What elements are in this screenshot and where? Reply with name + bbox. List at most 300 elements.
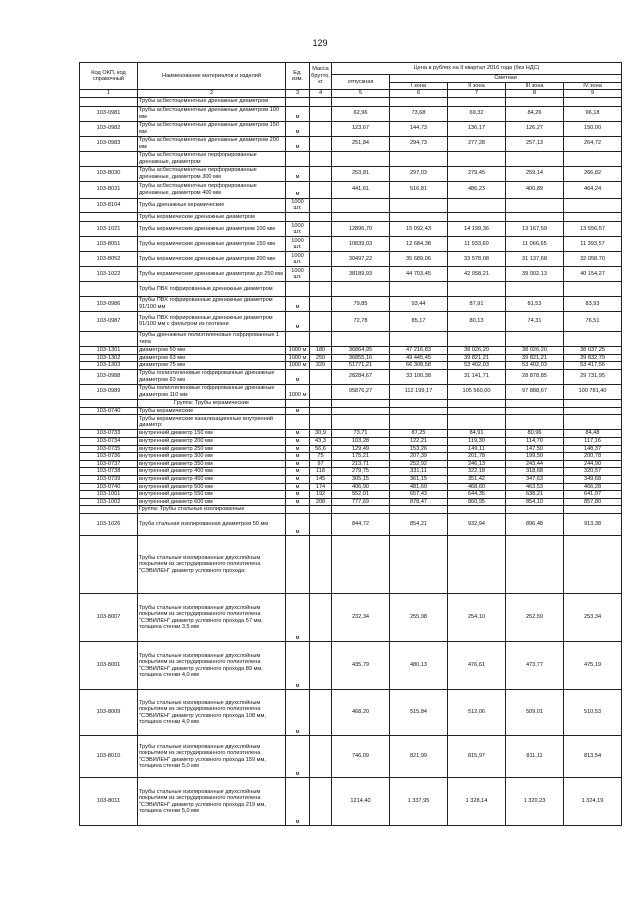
price-zone-4: 84,48 xyxy=(564,430,622,438)
item-unit: м xyxy=(286,514,310,536)
table-row xyxy=(80,136,622,151)
price-zone-2: 84,91 xyxy=(448,430,506,438)
header-zone3: III зона xyxy=(506,82,564,90)
empty-cell xyxy=(564,281,622,296)
price-zone-2: 136,17 xyxy=(448,121,506,136)
item-name: Трубы дренажные керамические xyxy=(138,198,286,212)
item-name: Трубы стальные изолированные двухслойным покрытием из экструдированного полиэтилена "СЭВИЛЕН" диаметр условного прохода 89 мм, толщина стенки 4,0 мм xyxy=(138,642,286,690)
empty-cell xyxy=(564,151,622,166)
price-zone-3: 259,14 xyxy=(506,166,564,181)
group-title: Трубы стальные изолированные двухслойным покрытием из экструдированного полиэтилена "СЭВИЛЕН" диаметр условного прохода: xyxy=(138,536,286,594)
price-release: 305,15 xyxy=(332,475,390,483)
item-name: Трубы керамические дренажные диаметром 100 мм xyxy=(138,221,286,236)
group-title: Трубы дренажные полиэтиленовые гофрированные 1 типа xyxy=(138,331,286,346)
price-zone-4: 13 556,57 xyxy=(564,221,622,236)
empty-cell xyxy=(332,536,390,594)
item-name: Трубы стальные изолированные двухслойным покрытием из экструдированного полиэтилена "СЭВИЛЕН" диаметр условного прохода 219 мм, толщина стенки 5,0 мм xyxy=(138,778,286,826)
empty-cell xyxy=(332,415,390,430)
item-code: 103-8001 xyxy=(80,642,138,690)
item-name: внутренний диаметр 300 мм xyxy=(138,453,286,461)
group-title: Трубы керамические дренажные диаметром xyxy=(138,212,286,221)
empty-cell xyxy=(506,151,564,166)
empty-cell xyxy=(390,331,448,346)
price-release: 129,49 xyxy=(332,445,390,453)
table-row xyxy=(80,198,622,212)
empty-cell xyxy=(286,97,310,106)
item-mass: 75 xyxy=(310,453,332,461)
item-code: 103-8030 xyxy=(80,166,138,181)
price-zone-1: 252,92 xyxy=(390,460,448,468)
price-zone-4: 100 781,40 xyxy=(564,384,622,399)
price-zone-4: 150,00 xyxy=(564,121,622,136)
price-zone-3: 13 167,59 xyxy=(506,221,564,236)
item-unit: м xyxy=(286,778,310,826)
item-code: 103-0737 xyxy=(80,460,138,468)
item-unit: м xyxy=(286,136,310,151)
item-name: Трубы асбестоцементные дренажные диаметром 100 мм xyxy=(138,106,286,121)
item-code: 103-0739 xyxy=(80,475,138,483)
price-zone-1: 144,73 xyxy=(390,121,448,136)
item-unit: 1000 шт. xyxy=(286,236,310,251)
table-body xyxy=(80,97,622,826)
item-unit: м xyxy=(286,483,310,491)
price-zone-1: 47 216,83 xyxy=(390,346,448,354)
item-code: 103-8052 xyxy=(80,251,138,266)
price-zone-3: 39 002,13 xyxy=(506,266,564,281)
price-release: 38189,93 xyxy=(332,266,390,281)
item-mass xyxy=(310,121,332,136)
item-unit: м xyxy=(286,642,310,690)
item-name: Трубы керамические дренажные диаметром 150 мм xyxy=(138,236,286,251)
table-row xyxy=(80,407,622,415)
price-zone-2: 246,13 xyxy=(448,460,506,468)
price-zone-1: 122,21 xyxy=(390,437,448,445)
price-zone-3: 28 878,85 xyxy=(506,369,564,384)
price-release: 251,84 xyxy=(332,136,390,151)
item-code: 103-1303 xyxy=(80,362,138,370)
item-unit: м xyxy=(286,106,310,121)
empty-cell xyxy=(332,151,390,166)
empty-cell xyxy=(310,212,332,221)
item-unit: 1000 шт. xyxy=(286,198,310,212)
empty-cell xyxy=(564,331,622,346)
table-row xyxy=(80,346,622,354)
price-zone-2: 277,28 xyxy=(448,136,506,151)
item-unit: м xyxy=(286,690,310,736)
group-code-cell xyxy=(80,212,138,221)
price-zone-2: 87,91 xyxy=(448,296,506,311)
empty-cell xyxy=(310,281,332,296)
empty-cell xyxy=(506,506,564,514)
table-row xyxy=(80,181,622,198)
price-zone-4: 117,16 xyxy=(564,437,622,445)
price-zone-3: 318,68 xyxy=(506,468,564,476)
header-name: Наименование материалов и изделий xyxy=(138,63,286,90)
item-mass: 118 xyxy=(310,468,332,476)
price-zone-2: 53 402,03 xyxy=(448,362,506,370)
item-unit: м xyxy=(286,369,310,384)
price-zone-3: 114,70 xyxy=(506,437,564,445)
item-unit: 1000 шт. xyxy=(286,266,310,281)
table-row xyxy=(80,468,622,476)
table-row xyxy=(80,362,622,370)
price-zone-2: 322,18 xyxy=(448,468,506,476)
item-unit: 1000 шт. xyxy=(286,221,310,236)
price-zone-3: 257,13 xyxy=(506,136,564,151)
table-row xyxy=(80,251,622,266)
table-row xyxy=(80,121,622,136)
empty-cell xyxy=(286,536,310,594)
item-code: 103-0983 xyxy=(80,136,138,151)
item-code: 103-1001 xyxy=(80,491,138,499)
group-code-cell xyxy=(80,399,138,407)
empty-cell xyxy=(564,212,622,221)
price-zone-1: 294,73 xyxy=(390,136,448,151)
empty-cell xyxy=(286,151,310,166)
table-row xyxy=(80,491,622,499)
item-name: Трубы стальные изолированные двухслойным покрытием из экструдированного полиэтилена "СЭВИЛЕН" диаметр условного прохода 57 мм, толщина стенки 3,5 мм xyxy=(138,594,286,642)
empty-cell xyxy=(506,415,564,430)
page-number: 129 xyxy=(312,38,328,48)
table-row xyxy=(80,106,622,121)
empty-cell xyxy=(564,415,622,430)
price-zone-4: 53 417,56 xyxy=(564,362,622,370)
col-num: 9 xyxy=(564,90,622,98)
item-name: Трубы асбестоцементные дренажные диаметром 150 мм xyxy=(138,121,286,136)
item-name: Трубы керамические дренажные диаметром 200 мм xyxy=(138,251,286,266)
item-mass: 250 xyxy=(310,354,332,362)
price-zone-3: 38 026,20 xyxy=(506,346,564,354)
item-unit: м xyxy=(286,453,310,461)
item-unit: м xyxy=(286,296,310,311)
price-zone-4: 11 393,57 xyxy=(564,236,622,251)
item-mass xyxy=(310,778,332,826)
column-numbers-row xyxy=(80,90,622,98)
price-zone-4: 349,68 xyxy=(564,475,622,483)
item-name: внутренний диаметр 500 мм xyxy=(138,483,286,491)
empty-cell xyxy=(448,399,506,407)
empty-cell xyxy=(310,151,332,166)
price-zone-1: 49 445,45 xyxy=(390,354,448,362)
empty-cell xyxy=(310,506,332,514)
item-mass xyxy=(310,296,332,311)
header-price-title: Цена в рублях на II квартал 2016 года (без НДС) xyxy=(332,63,622,75)
table-row xyxy=(80,778,622,826)
table-row xyxy=(80,514,622,536)
price-zone-2: 279,45 xyxy=(448,166,506,181)
price-release: 30497,22 xyxy=(332,251,390,266)
table-row xyxy=(80,311,622,331)
price-zone-3: 53 402,03 xyxy=(506,362,564,370)
price-zone-3: 854,10 xyxy=(506,498,564,506)
item-mass xyxy=(310,736,332,778)
price-zone-3: 243,44 xyxy=(506,460,564,468)
price-release: 36855,16 xyxy=(332,354,390,362)
item-unit: м xyxy=(286,498,310,506)
price-zone-2 xyxy=(448,407,506,415)
item-unit: м xyxy=(286,736,310,778)
price-zone-4: 641,97 xyxy=(564,491,622,499)
item-code: 103-1302 xyxy=(80,354,138,362)
item-mass xyxy=(310,690,332,736)
price-zone-2: 119,30 xyxy=(448,437,506,445)
price-zone-2: 31 141,71 xyxy=(448,369,506,384)
group-title: Группа: Трубы стальные изолированные xyxy=(138,506,286,514)
empty-cell xyxy=(564,536,622,594)
price-zone-3: 347,63 xyxy=(506,475,564,483)
price-zone-2: 254,10 xyxy=(448,594,506,642)
empty-cell xyxy=(332,331,390,346)
group-row xyxy=(80,399,622,407)
item-code: 103-8010 xyxy=(80,736,138,778)
price-release: 72,78 xyxy=(332,311,390,331)
item-unit: м xyxy=(286,594,310,642)
col-num: 1 xyxy=(80,90,138,98)
item-mass: 30,9 xyxy=(310,430,332,438)
price-zone-4: 266,82 xyxy=(564,166,622,181)
item-mass xyxy=(310,251,332,266)
item-mass xyxy=(310,198,332,212)
item-name: внутренний диаметр 350 мм xyxy=(138,460,286,468)
price-zone-4: 510,53 xyxy=(564,690,622,736)
group-title: Группа: Трубы керамические xyxy=(138,399,286,407)
price-zone-2: 476,61 xyxy=(448,642,506,690)
price-zone-4: 32 058,70 xyxy=(564,251,622,266)
price-zone-3: 81,53 xyxy=(506,296,564,311)
price-zone-3: 147,50 xyxy=(506,445,564,453)
item-code: 103-0981 xyxy=(80,106,138,121)
price-zone-1: 66 308,58 xyxy=(390,362,448,370)
item-code: 103-0734 xyxy=(80,437,138,445)
table-row xyxy=(80,475,622,483)
item-code: 103-8051 xyxy=(80,236,138,251)
empty-cell xyxy=(506,212,564,221)
price-zone-3: 400,89 xyxy=(506,181,564,198)
table-row xyxy=(80,498,622,506)
empty-cell xyxy=(506,536,564,594)
price-zone-4: 464,24 xyxy=(564,181,622,198)
item-mass: 145 xyxy=(310,475,332,483)
item-code: 103-1002 xyxy=(80,498,138,506)
item-unit: м xyxy=(286,491,310,499)
header-zone2: II зона xyxy=(448,82,506,90)
price-zone-1: 480,13 xyxy=(390,642,448,690)
price-zone-1: 153,26 xyxy=(390,445,448,453)
item-mass xyxy=(310,136,332,151)
empty-cell xyxy=(332,212,390,221)
price-release: 406,90 xyxy=(332,483,390,491)
item-unit: м xyxy=(286,430,310,438)
price-release: 232,34 xyxy=(332,594,390,642)
price-zone-1 xyxy=(390,198,448,212)
price-zone-2: 149,11 xyxy=(448,445,506,453)
table-row xyxy=(80,384,622,399)
table-row xyxy=(80,460,622,468)
group-row xyxy=(80,415,622,430)
item-name: Трубы стальные изолированные двухслойным покрытием из экструдированного полиэтилена "СЭВИЛЕН" диаметр условного прохода 108 мм, толщина стенки 4,0 мм xyxy=(138,690,286,736)
price-zone-1: 516,81 xyxy=(390,181,448,198)
empty-cell xyxy=(286,281,310,296)
price-zone-2: 42 058,21 xyxy=(448,266,506,281)
price-zone-2: 201,78 xyxy=(448,453,506,461)
price-zone-4: 913,38 xyxy=(564,514,622,536)
price-zone-3: 11 066,65 xyxy=(506,236,564,251)
group-row xyxy=(80,536,622,594)
price-release: 79,85 xyxy=(332,296,390,311)
item-code: 103-1021 xyxy=(80,221,138,236)
price-zone-4: 83,93 xyxy=(564,296,622,311)
price-zone-1: 297,03 xyxy=(390,166,448,181)
item-mass xyxy=(310,384,332,399)
price-zone-4: 200,78 xyxy=(564,453,622,461)
price-zone-3 xyxy=(506,198,564,212)
item-unit: м xyxy=(286,121,310,136)
price-zone-1: 515,84 xyxy=(390,690,448,736)
price-zone-4: 40 154,27 xyxy=(564,266,622,281)
price-zone-4: 244,90 xyxy=(564,460,622,468)
price-release: 468,20 xyxy=(332,690,390,736)
empty-cell xyxy=(448,281,506,296)
price-zone-2: 860,95 xyxy=(448,498,506,506)
price-zone-2: 80,13 xyxy=(448,311,506,331)
item-mass xyxy=(310,181,332,198)
table-header xyxy=(80,63,622,98)
empty-cell xyxy=(448,536,506,594)
price-zone-2: 69,32 xyxy=(448,106,506,121)
col-num: 8 xyxy=(506,90,564,98)
empty-cell xyxy=(310,97,332,106)
item-name: внутренний диаметр 250 мм xyxy=(138,445,286,453)
price-release: 213,71 xyxy=(332,460,390,468)
item-name: внутренний диаметр 150 мм xyxy=(138,430,286,438)
item-unit: м xyxy=(286,468,310,476)
empty-cell xyxy=(448,415,506,430)
item-unit: м xyxy=(286,460,310,468)
price-zone-2: 644,35 xyxy=(448,491,506,499)
item-mass xyxy=(310,166,332,181)
group-code-cell xyxy=(80,536,138,594)
price-zone-1: 657,43 xyxy=(390,491,448,499)
price-release: 51771,21 xyxy=(332,362,390,370)
item-code: 103-8031 xyxy=(80,181,138,198)
price-release: 95876,27 xyxy=(332,384,390,399)
item-code: 103-0733 xyxy=(80,430,138,438)
empty-cell xyxy=(390,212,448,221)
table-row xyxy=(80,437,622,445)
price-release: 12896,70 xyxy=(332,221,390,236)
price-zone-4: 29 731,95 xyxy=(564,369,622,384)
price-release: 73,71 xyxy=(332,430,390,438)
empty-cell xyxy=(390,97,448,106)
price-zone-2: 39 821,21 xyxy=(448,354,506,362)
price-zone-1: 93,44 xyxy=(390,296,448,311)
item-unit: м xyxy=(286,311,310,331)
price-zone-4 xyxy=(564,407,622,415)
item-mass: 43,3 xyxy=(310,437,332,445)
item-unit: 1000 м xyxy=(286,354,310,362)
price-release xyxy=(332,407,390,415)
table-row xyxy=(80,236,622,251)
col-num: 7 xyxy=(448,90,506,98)
item-name: Трубы стальные изолированные двухслойным покрытием из экструдированного полиэтилена "СЭВИЛЕН" диаметр условного прохода 159 мм, толщина стенки 5,0 мм xyxy=(138,736,286,778)
price-zone-1: 854,21 xyxy=(390,514,448,536)
group-code-cell xyxy=(80,331,138,346)
price-zone-3: 638,21 xyxy=(506,491,564,499)
item-unit: м xyxy=(286,437,310,445)
price-zone-4: 39 832,79 xyxy=(564,354,622,362)
price-zone-3: 199,50 xyxy=(506,453,564,461)
item-name: внутренний диаметр 400 мм xyxy=(138,468,286,476)
item-mass xyxy=(310,236,332,251)
empty-cell xyxy=(390,536,448,594)
col-num: 3 xyxy=(286,90,310,98)
header-code: Код ОКП, код справочный xyxy=(80,63,138,90)
price-zone-3: 80,96 xyxy=(506,430,564,438)
price-release: 123,67 xyxy=(332,121,390,136)
price-zone-1: 15 092,43 xyxy=(390,221,448,236)
table-row xyxy=(80,736,622,778)
empty-cell xyxy=(286,399,310,407)
price-zone-4: 148,37 xyxy=(564,445,622,453)
item-mass xyxy=(310,106,332,121)
header-estimate: Сметная xyxy=(390,75,622,83)
item-mass xyxy=(310,221,332,236)
price-zone-3: 896,48 xyxy=(506,514,564,536)
group-code-cell xyxy=(80,506,138,514)
price-zone-4: 76,51 xyxy=(564,311,622,331)
price-zone-2: 932,94 xyxy=(448,514,506,536)
empty-cell xyxy=(310,415,332,430)
item-code: 103-0982 xyxy=(80,121,138,136)
empty-cell xyxy=(332,399,390,407)
table-row xyxy=(80,166,622,181)
table-row xyxy=(80,354,622,362)
price-zone-2: 486,23 xyxy=(448,181,506,198)
empty-cell xyxy=(564,97,622,106)
price-zone-1: 481,60 xyxy=(390,483,448,491)
group-row xyxy=(80,212,622,221)
empty-cell xyxy=(390,506,448,514)
price-release: 36864,95 xyxy=(332,346,390,354)
table-row xyxy=(80,430,622,438)
price-zone-2: 38 026,20 xyxy=(448,346,506,354)
price-zone-4: 96,18 xyxy=(564,106,622,121)
price-zone-2: 512,06 xyxy=(448,690,506,736)
header-zone4: IV зона xyxy=(564,82,622,90)
table-row xyxy=(80,221,622,236)
price-zone-4: 466,28 xyxy=(564,483,622,491)
empty-cell xyxy=(310,536,332,594)
price-zone-3: 252,59 xyxy=(506,594,564,642)
price-release: 746,09 xyxy=(332,736,390,778)
item-name: диаметром 50 мм xyxy=(138,346,286,354)
item-name: внутренний диаметр 600 мм xyxy=(138,498,286,506)
item-name: внутренний диаметр 550 мм xyxy=(138,491,286,499)
item-name: Труба стальная изолированная диаметром 50 мм xyxy=(138,514,286,536)
item-name: Трубы асбестоцементные перфорированные дренажные, диаметром 300 мм xyxy=(138,166,286,181)
item-code: 103-0735 xyxy=(80,445,138,453)
empty-cell xyxy=(286,331,310,346)
item-mass xyxy=(310,642,332,690)
item-mass xyxy=(310,594,332,642)
price-zone-2: 33 578,08 xyxy=(448,251,506,266)
item-code: 103-0740 xyxy=(80,407,138,415)
price-zone-4: 320,57 xyxy=(564,468,622,476)
header-mass: Масса брутто, кг xyxy=(310,63,332,90)
table-row xyxy=(80,594,622,642)
price-release: 435,79 xyxy=(332,642,390,690)
item-code: 103-8104 xyxy=(80,198,138,212)
